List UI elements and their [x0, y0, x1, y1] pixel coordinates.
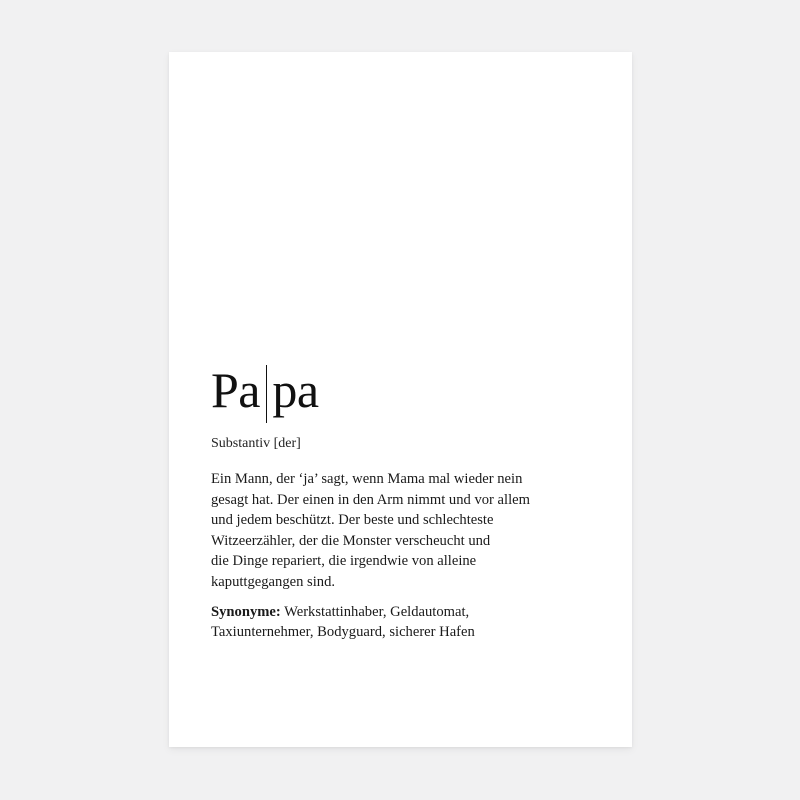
definition-line: die Dinge repariert, die irgendwie von alleine [211, 553, 477, 570]
definition-line: kaputtgegangen sind. [211, 573, 336, 590]
definition-text [211, 469, 591, 593]
syllable-divider [266, 365, 267, 423]
definition-line: Ein Mann, der ‘ja’ sagt, wenn Mama mal wieder nein [211, 471, 523, 487]
poster-card [169, 52, 632, 747]
synonyms [211, 602, 591, 643]
headword-syllable-2: pa [272, 362, 319, 418]
definition-line: Witzeerzähler, der die Monster verscheucht und [211, 532, 491, 549]
definition-line: gesagt hat. Der einen in den Arm nimmt und vor allem [211, 491, 530, 508]
synonyms-list-line-2: Taxiunternehmer, Bodyguard, sicherer Hafen [211, 624, 475, 641]
headword-syllable-1: Pa [211, 362, 260, 418]
definition-line: und jedem beschützt. Der beste und schlechteste [211, 512, 494, 529]
part-of-speech: Substantiv [der] [211, 436, 301, 451]
headword [211, 357, 591, 423]
synonyms-list-line-1: Werkstattinhaber, Geldautomat, [280, 603, 470, 620]
synonyms-label: Synonyme: [211, 603, 281, 620]
definition-block [211, 357, 591, 643]
